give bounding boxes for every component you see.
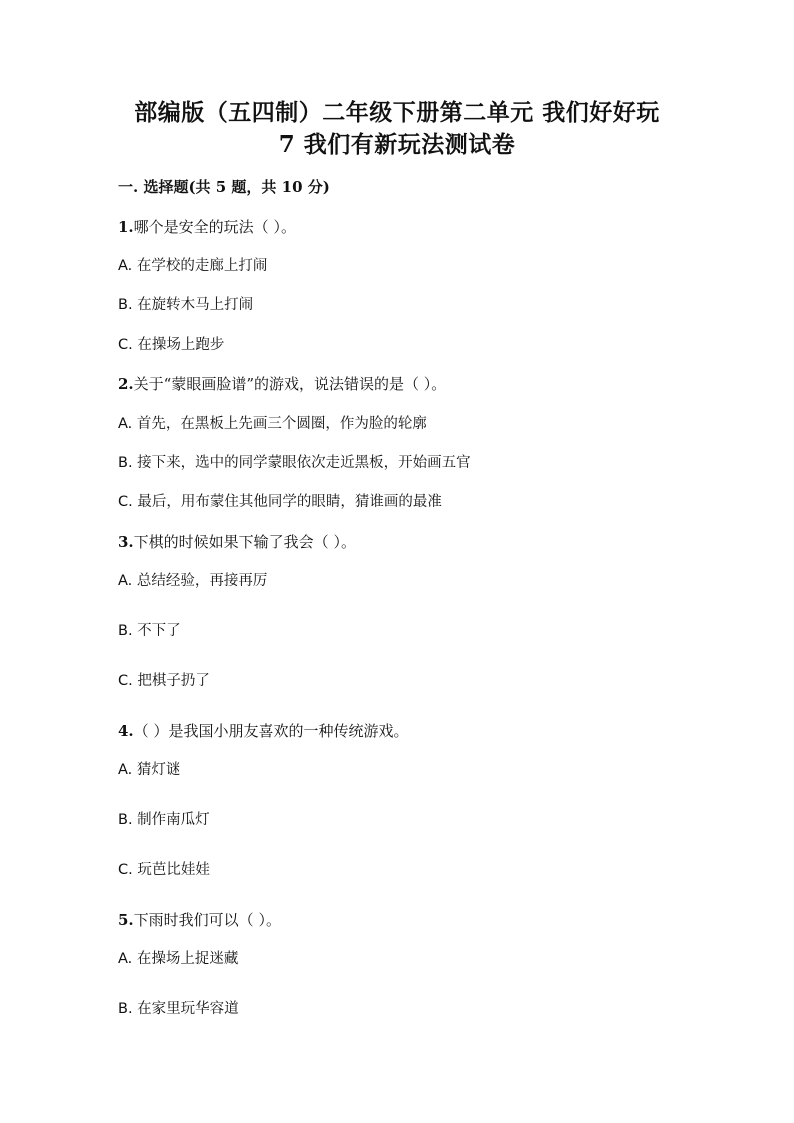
question-4 <box>118 720 408 742</box>
option-4b: B. 制作南瓜灯 <box>118 812 210 828</box>
option-5a: A. 在操场上捉迷藏 <box>118 951 239 967</box>
question-3 <box>118 531 356 553</box>
question-number: 3. <box>118 533 134 551</box>
page-title-line-1: 部编版（五四制）二年级下册第二单元 我们好好玩 <box>134 99 660 126</box>
option-1a: A. 在学校的走廊上打闹 <box>118 258 268 274</box>
option-1c: C. 在操场上跑步 <box>118 337 225 353</box>
option-3c: C. 把棋子扔了 <box>118 673 210 689</box>
page-title-line-2: 7 我们有新玩法测试卷 <box>278 131 516 158</box>
question-1 <box>118 216 296 238</box>
section-heading: 一. 选择题(共 5 题，共 10 分) <box>118 178 330 196</box>
option-2a: A. 首先，在黑板上先画三个圆圈，作为脸的轮廓 <box>118 416 427 432</box>
option-1b: B. 在旋转木马上打闹 <box>118 297 254 313</box>
question-number: 2. <box>118 375 134 393</box>
option-3a: A. 总结经验，再接再厉 <box>118 573 268 589</box>
question-stem: 哪个是安全的玩法（ ）。 <box>133 218 296 236</box>
question-number: 1. <box>118 218 134 236</box>
option-2b: B. 接下来，选中的同学蒙眼依次走近黑板，开始画五官 <box>118 455 471 471</box>
question-number: 5. <box>118 911 134 929</box>
question-2 <box>118 373 446 395</box>
question-5 <box>118 909 281 931</box>
option-4a: A. 猜灯谜 <box>118 762 181 778</box>
option-4c: C. 玩芭比娃娃 <box>118 862 210 878</box>
question-number: 4. <box>118 722 134 740</box>
question-stem: （ ）是我国小朋友喜欢的一种传统游戏。 <box>133 722 409 740</box>
question-stem: 关于“蒙眼画脸谱”的游戏，说法错误的是（ ）。 <box>133 375 447 393</box>
option-2c: C. 最后，用布蒙住其他同学的眼睛，猜谁画的最准 <box>118 494 442 510</box>
option-5b: B. 在家里玩华容道 <box>118 1001 239 1017</box>
question-stem: 下棋的时候如果下输了我会（ ）。 <box>133 533 356 551</box>
option-3b: B. 不下了 <box>118 623 181 639</box>
question-stem: 下雨时我们可以（ ）。 <box>133 911 281 929</box>
